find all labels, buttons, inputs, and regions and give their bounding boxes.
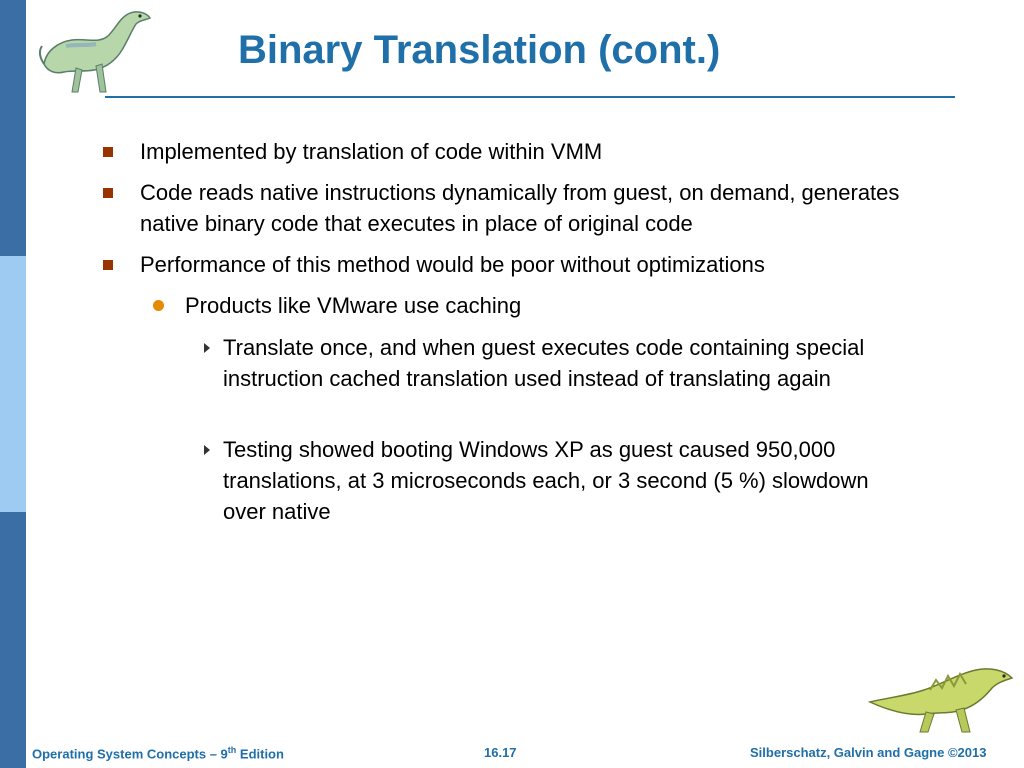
footer-book-title-prefix: Operating System Concepts – 9 [32, 746, 228, 762]
footer-copyright: Silberschatz, Galvin and Gagne ©2013 [750, 745, 987, 760]
footer-edition-superscript: th [227, 745, 237, 755]
bullet-level1: Performance of this method would be poor without optimizations [140, 252, 765, 277]
bullet-level3: Translate once, and when guest executes code containing special instruction cached translation used instead of translating again [223, 335, 865, 391]
footer-book-title [32, 745, 284, 761]
triangle-bullet-icon [204, 445, 210, 455]
footer-book-title-suffix: Edition [236, 746, 284, 762]
bullet-level1: Code reads native instructions dynamically from guest, on demand, generates native binary code that executes in place of original code [140, 180, 900, 236]
square-bullet-icon [103, 147, 113, 157]
triangle-bullet-icon [204, 343, 210, 353]
bullet-level1: Implemented by translation of code within VMM [140, 139, 603, 164]
square-bullet-icon [103, 260, 113, 270]
circle-bullet-icon [153, 300, 164, 311]
footer-page-number: 16.17 [484, 745, 517, 760]
square-bullet-icon [103, 188, 113, 198]
bullet-level3: Testing showed booting Windows XP as guest caused 950,000 translations, at 3 microseconds each, or 3 second (5 %) slowdown over native [223, 437, 869, 524]
slide-title: Binary Translation (cont.) [238, 28, 721, 72]
bullet-level2: Products like VMware use caching [185, 293, 522, 318]
